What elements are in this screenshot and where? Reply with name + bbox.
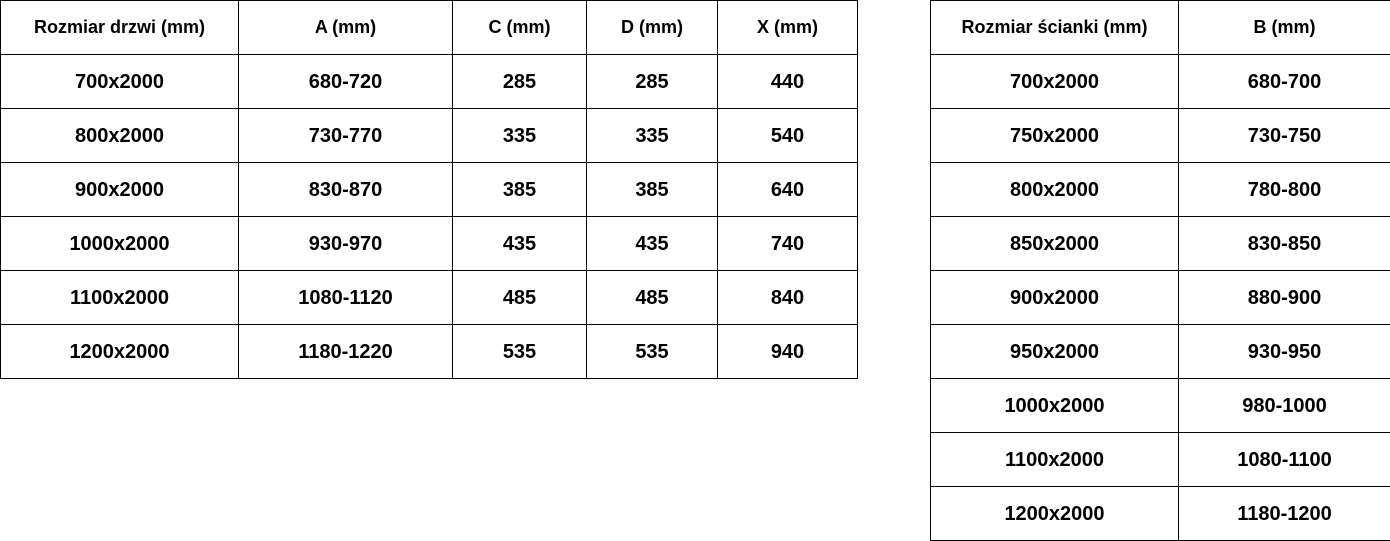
cell-wall-size: 1000x2000 [931,379,1179,433]
cell-wall-size: 1200x2000 [931,487,1179,541]
cell-d: 385 [587,163,718,217]
column-header-c: C (mm) [453,1,587,55]
cell-x: 740 [718,217,858,271]
table-row [1,109,858,163]
doors-dimensions-table [0,0,858,379]
table-row [931,271,1390,325]
cell-door-size: 900x2000 [1,163,239,217]
table-header-row [931,1,1390,55]
cell-x: 440 [718,55,858,109]
cell-door-size: 1200x2000 [1,325,239,379]
table-row [1,217,858,271]
cell-wall-size: 950x2000 [931,325,1179,379]
column-header-wall-size: Rozmiar ścianki (mm) [931,1,1179,55]
table-row [931,487,1390,541]
table-row [1,325,858,379]
cell-b: 930-950 [1179,325,1390,379]
cell-c: 285 [453,55,587,109]
column-header-door-size: Rozmiar drzwi (mm) [1,1,239,55]
cell-b: 830-850 [1179,217,1390,271]
table-row [931,109,1390,163]
cell-a: 830-870 [239,163,453,217]
table-row [931,217,1390,271]
cell-c: 385 [453,163,587,217]
cell-c: 535 [453,325,587,379]
cell-a: 680-720 [239,55,453,109]
cell-d: 535 [587,325,718,379]
cell-door-size: 1000x2000 [1,217,239,271]
cell-wall-size: 900x2000 [931,271,1179,325]
cell-wall-size: 850x2000 [931,217,1179,271]
cell-b: 1080-1100 [1179,433,1390,487]
cell-door-size: 700x2000 [1,55,239,109]
table-row [931,163,1390,217]
cell-d: 435 [587,217,718,271]
table-row [931,433,1390,487]
cell-a: 1180-1220 [239,325,453,379]
table-row [1,163,858,217]
wall-panel-dimensions-table [930,0,1390,541]
cell-a: 730-770 [239,109,453,163]
cell-c: 435 [453,217,587,271]
cell-a: 930-970 [239,217,453,271]
table-row [931,325,1390,379]
table-row [1,271,858,325]
cell-d: 335 [587,109,718,163]
column-header-d: D (mm) [587,1,718,55]
cell-wall-size: 700x2000 [931,55,1179,109]
table-row [931,379,1390,433]
cell-x: 840 [718,271,858,325]
cell-b: 680-700 [1179,55,1390,109]
table-row [1,55,858,109]
cell-wall-size: 750x2000 [931,109,1179,163]
cell-c: 335 [453,109,587,163]
cell-c: 485 [453,271,587,325]
cell-b: 880-900 [1179,271,1390,325]
cell-d: 485 [587,271,718,325]
cell-b: 1180-1200 [1179,487,1390,541]
cell-b: 730-750 [1179,109,1390,163]
table-header-row [1,1,858,55]
cell-wall-size: 1100x2000 [931,433,1179,487]
cell-x: 640 [718,163,858,217]
cell-a: 1080-1120 [239,271,453,325]
table-row [931,55,1390,109]
cell-x: 940 [718,325,858,379]
column-header-x: X (mm) [718,1,858,55]
cell-b: 780-800 [1179,163,1390,217]
column-header-b: B (mm) [1179,1,1390,55]
cell-x: 540 [718,109,858,163]
column-header-a: A (mm) [239,1,453,55]
cell-b: 980-1000 [1179,379,1390,433]
cell-door-size: 1100x2000 [1,271,239,325]
cell-wall-size: 800x2000 [931,163,1179,217]
cell-d: 285 [587,55,718,109]
cell-door-size: 800x2000 [1,109,239,163]
